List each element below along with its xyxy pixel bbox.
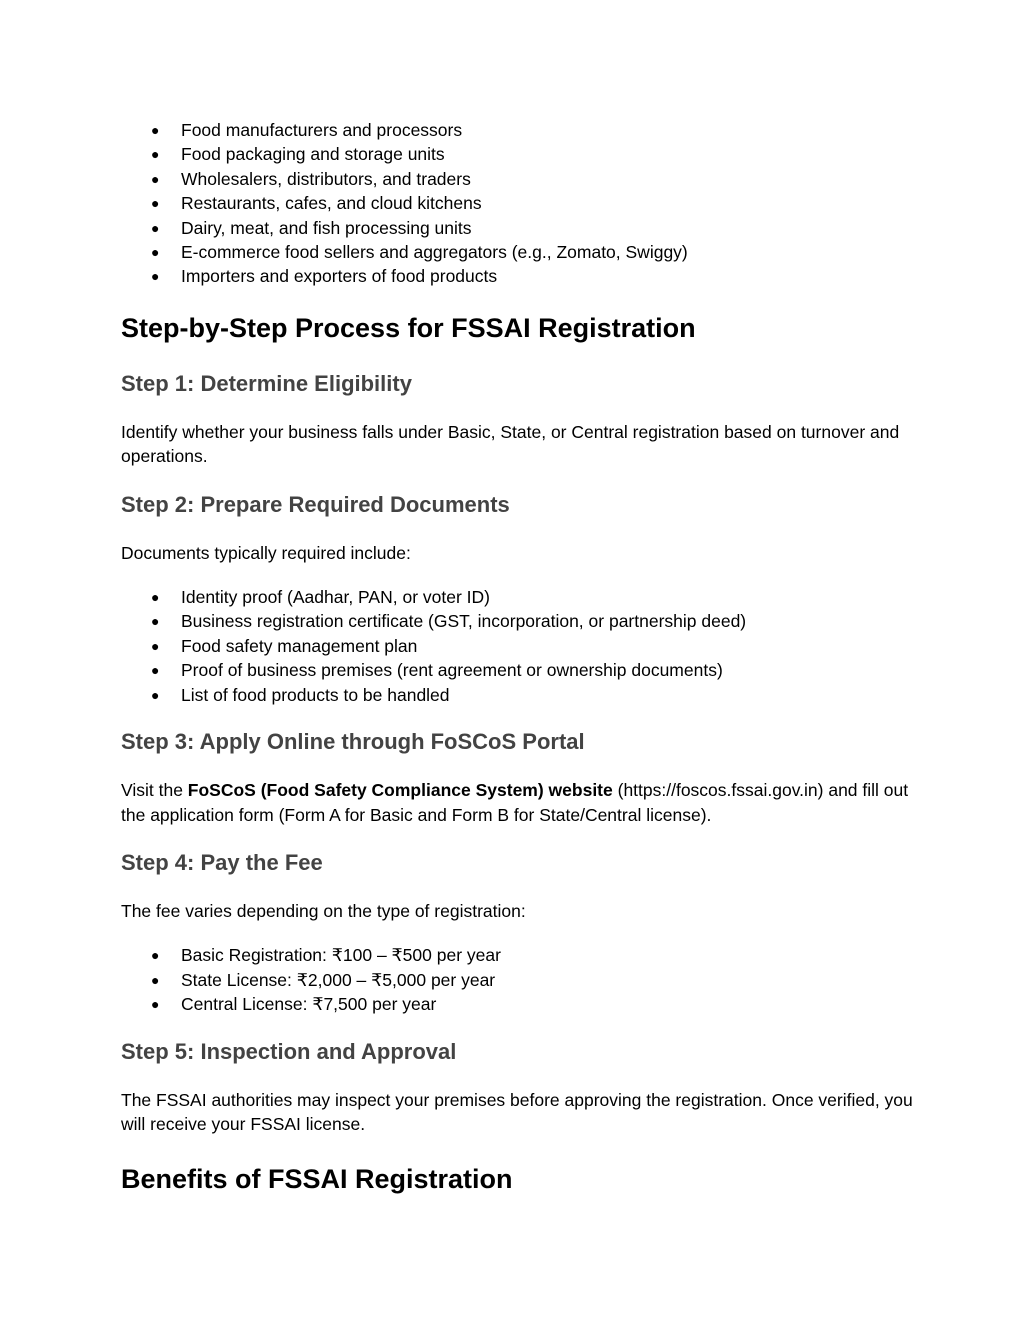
list-item: ● Basic Registration: ₹100 – ₹500 per year: [121, 943, 921, 967]
bullet-icon: ●: [151, 637, 160, 654]
step3-heading: Step 3: Apply Online through FoSCoS Portal: [121, 729, 585, 755]
bullet-icon: ●: [151, 170, 160, 187]
list-item: ● Food manufacturers and processors: [121, 118, 921, 142]
step3-text: Visit the FoSCoS (Food Safety Compliance System) website (https://foscos.fssai.gov.in) and fill out the application form (Form A for Basic and Form B for State/Central license).: [121, 780, 909, 825]
bullet-icon: ●: [151, 589, 160, 606]
bullet-icon: ●: [151, 996, 160, 1013]
step1-heading: Step 1: Determine Eligibility: [121, 370, 412, 396]
fee-list: [121, 943, 921, 1016]
benefits-heading: Benefits of FSSAI Registration: [121, 1164, 513, 1195]
business-types-list: [121, 118, 921, 289]
bullet-icon: ●: [151, 686, 160, 703]
bullet-icon: ●: [151, 244, 160, 261]
step2-text: Documents typically required include:: [121, 542, 411, 563]
list-item: ● Central License: ₹7,500 per year: [121, 992, 921, 1016]
list-item: ● Restaurants, cafes, and cloud kitchens: [121, 191, 921, 215]
foscos-website-name: FoSCoS (Food Safety Compliance System) website: [187, 780, 613, 801]
list-item: ● List of food products to be handled: [121, 683, 921, 707]
list-item: ● Food safety management plan: [121, 634, 921, 658]
bullet-icon: ●: [151, 662, 160, 679]
bullet-icon: ●: [151, 971, 160, 988]
documents-list: [121, 585, 921, 707]
bullet-icon: ●: [151, 195, 160, 212]
list-item: ● State License: ₹2,000 – ₹5,000 per year: [121, 968, 921, 992]
bullet-icon: ●: [151, 268, 160, 285]
list-item: ● Dairy, meat, and fish processing units: [121, 216, 921, 240]
list-item: ● E-commerce food sellers and aggregators (e.g., Zomato, Swiggy): [121, 240, 921, 264]
step1-text: Identify whether your business falls under Basic, State, or Central registration based on turnover and operations.: [121, 421, 900, 467]
list-item: ● Business registration certificate (GST, incorporation, or partnership deed): [121, 609, 921, 633]
document-page: [121, 118, 921, 1195]
step2-heading: Step 2: Prepare Required Documents: [121, 491, 510, 517]
bullet-icon: ●: [151, 122, 160, 138]
list-item: ● Identity proof (Aadhar, PAN, or voter ID): [121, 585, 921, 609]
list-item: ● Importers and exporters of food products: [121, 264, 921, 288]
bullet-icon: ●: [151, 947, 160, 964]
step5-heading: Step 5: Inspection and Approval: [121, 1038, 457, 1064]
step4-heading: Step 4: Pay the Fee: [121, 849, 323, 875]
list-item: ● Food packaging and storage units: [121, 142, 921, 166]
step5-text: The FSSAI authorities may inspect your premises before approving the registration. Once verified, you will receive your FSSAI license.: [121, 1089, 913, 1134]
list-item: ● Proof of business premises (rent agreement or ownership documents): [121, 658, 921, 682]
process-heading: Step-by-Step Process for FSSAI Registration: [121, 312, 696, 343]
bullet-icon: ●: [151, 613, 160, 630]
step4-text: The fee varies depending on the type of registration:: [121, 900, 526, 921]
bullet-icon: ●: [151, 219, 160, 236]
bullet-icon: ●: [151, 146, 160, 163]
list-item: ● Wholesalers, distributors, and traders: [121, 167, 921, 191]
